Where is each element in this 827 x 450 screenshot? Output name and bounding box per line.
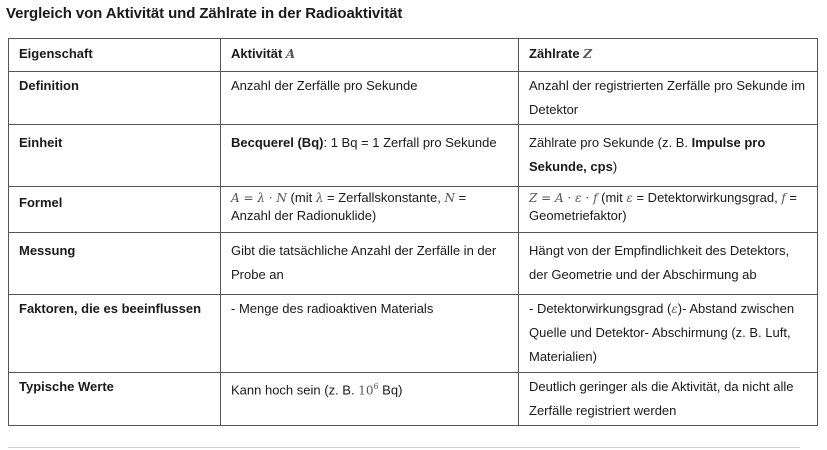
header-activity-label: Aktivität — [231, 46, 283, 61]
formula-countrate-f2: f — [781, 191, 786, 205]
table-row — [9, 125, 818, 187]
formula-activity-dot: · — [264, 191, 277, 205]
header-activity-symbol: A — [285, 47, 296, 61]
row-label-unit: Einheit — [9, 125, 221, 187]
table-row — [9, 72, 818, 125]
cell-factors-activity: - Menge des radioaktiven Materials — [221, 295, 519, 373]
formula-countrate-text1: (mit — [597, 190, 627, 205]
typical-activity-base: 10 — [358, 383, 374, 398]
formula-countrate-eps2: ε — [626, 191, 633, 205]
formula-countrate-eps: ε — [575, 191, 582, 205]
cell-measurement-countrate: Hängt von der Empfindlichkeit des Detektors, der Geometrie und der Abschirmung ab — [519, 233, 818, 295]
formula-activity-A: A — [231, 191, 240, 205]
header-countrate — [519, 39, 818, 72]
factors-countrate-post: )- Abstand zwischen Quelle und Detektor- Abschirmung (z. B. Luft, Materialien) — [529, 301, 795, 364]
row-label-measurement: Messung — [9, 233, 221, 295]
formula-countrate-text2: = Detektorwirkungsgrad, — [632, 190, 782, 205]
unit-activity-rest: : 1 Bq = 1 Zerfall pro Sekunde — [323, 135, 497, 150]
formula-countrate-A: A — [555, 191, 564, 205]
header-countrate-symbol: Z — [583, 47, 592, 61]
page-title: Vergleich von Aktivität und Zählrate in der Radioaktivität — [6, 5, 403, 22]
formula-countrate-dot2: · — [581, 191, 594, 205]
cell-formula-activity — [221, 187, 519, 233]
table-row — [9, 187, 818, 233]
unit-countrate-bold: Impulse pro Sekunde, cps — [529, 135, 766, 174]
unit-activity-bold: Becquerel (Bq) — [231, 135, 324, 150]
formula-activity-text2: = Zerfallskonstante, — [323, 190, 445, 205]
cell-measurement-activity: Gibt die tatsächliche Anzahl der Zerfälle in der Probe an — [221, 233, 519, 295]
formula-activity-N2: N — [444, 191, 455, 205]
table-row — [9, 233, 818, 295]
typical-activity-post: Bq) — [378, 382, 403, 398]
formula-activity-N: N — [276, 191, 287, 205]
typical-activity-pre: Kann hoch sein (z. B. — [231, 382, 359, 398]
cell-definition-countrate: Anzahl der registrierten Zerfälle pro Sekunde im Detektor — [519, 72, 818, 125]
factors-countrate-pre: - Detektorwirkungsgrad ( — [529, 301, 672, 316]
cell-typical-countrate: Deutlich geringer als die Aktivität, da nicht alle Zerfälle registriert werden — [519, 373, 818, 426]
formula-countrate-Z: Z — [529, 191, 538, 205]
cell-typical-activity — [221, 373, 519, 426]
table-header-row — [9, 39, 818, 72]
row-label-typical: Typische Werte — [9, 373, 221, 426]
row-label-definition: Definition — [9, 72, 221, 125]
cell-definition-activity: Anzahl der Zerfälle pro Sekunde — [221, 72, 519, 125]
unit-countrate-post: ) — [612, 159, 618, 174]
formula-countrate-dot1: · — [563, 191, 576, 205]
cell-formula-countrate — [519, 187, 818, 233]
formula-countrate-eq: = — [537, 191, 556, 205]
cell-unit-countrate — [519, 125, 818, 187]
row-label-formula: Formel — [9, 187, 221, 233]
formula-activity-eq: = — [239, 191, 258, 205]
formula-countrate-f: f — [593, 191, 598, 205]
formula-countrate-text3: = Geometriefaktor) — [529, 190, 798, 223]
header-activity — [221, 39, 519, 72]
header-countrate-label: Zählrate — [529, 46, 580, 61]
formula-activity-text1: (mit — [286, 190, 316, 205]
formula-activity-lambda2: λ — [315, 191, 324, 205]
unit-countrate-pre: Zählrate pro Sekunde (z. B. — [529, 135, 692, 150]
header-property: Eigenschaft — [9, 39, 221, 72]
comparison-table — [8, 38, 818, 426]
row-label-factors: Faktoren, die es beeinflussen — [9, 295, 221, 373]
table-row — [9, 295, 818, 373]
table-row — [9, 373, 818, 426]
formula-activity-text3: = Anzahl der Radionuklide) — [231, 190, 467, 223]
bottom-divider — [8, 447, 800, 448]
factors-countrate-eps: ε — [671, 302, 678, 316]
typical-activity-exp: 6 — [373, 382, 379, 391]
formula-activity-lambda: λ — [257, 191, 265, 205]
cell-unit-activity — [221, 125, 519, 187]
cell-factors-countrate — [519, 295, 818, 373]
